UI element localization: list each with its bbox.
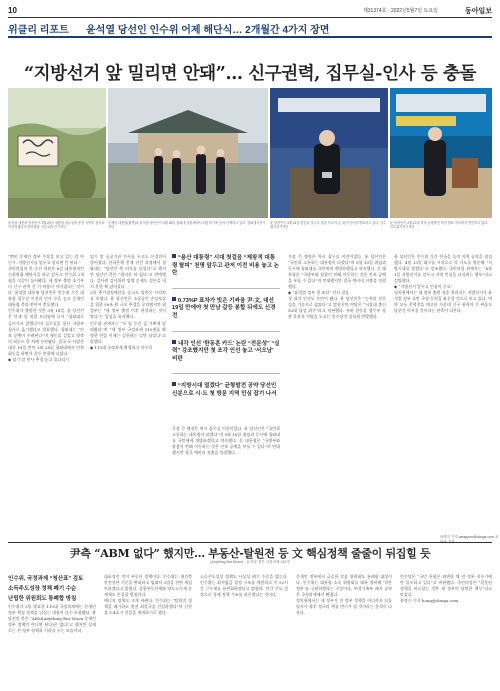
photo-4 — [390, 88, 492, 218]
key-point-text: 0.73%P 표차가 빚은 기싸움 尹-文, 대선 19일 만에야 첫 만남 갈등 봉합 뒤에도 신경전 — [172, 297, 276, 319]
key-point-3 — [172, 340, 280, 364]
second-subhead: 인수위, 국정과제 “청산표” 검토 — [8, 576, 84, 582]
photo-1 — [8, 88, 106, 218]
photo-caption-1: 윤석열 대통령 당선인이 3월 20일 대통령 집무실을 용산 국방부 청사로 이전하겠다고 발표했다. 인수위사진기자단 — [8, 221, 105, 230]
photo-caption-3: 윤 당선인이 4월 14일 한동훈 법무부 장관 후보자 등 내각 인선을 발표하고 있다. 인수위사진기자단 — [270, 221, 387, 230]
article-column-1 — [8, 254, 84, 540]
article-paragraph: 인수위 관계자는 “두 달 동안 숨 가쁘게 달려왔다”며 “새 정부 국정과제 110개를 확정한 만큼 이제는 실천하는 일만 남았다”고 말했다. — [90, 320, 166, 344]
sidebar-divider — [172, 373, 280, 374]
article-paragraph: “뻔히 문재인 정부 주장을 보고 있는 것 아닌가. 지방선거를 앞두고 밀리면 안 된다.” — [8, 254, 84, 266]
photo-caption-2: 문재인 대통령(왼쪽)과 윤석열 당선인이 3월 28일 청와대 상춘재에서 회동하기에 앞서 산책하고 있다. 청와대사진기자단 — [108, 221, 266, 230]
second-subhead: 난립한 위원회도 통폐합 방침 — [8, 596, 77, 602]
photo-2 — [108, 88, 268, 218]
article-paragraph: 첫 내각 인선도 논란이 됐다. 윤 당선인은 “능력과 전문성을 기준으로 삼았다”고 밝혔지만 야당은 “서울대 출신 50대 남성 위주”라고 비판했다. 특히 한동훈 법무부 장관 후보자 지명을 두고는 민주당이 강하게 반발했다. — [288, 296, 386, 320]
second-column-2 — [104, 574, 192, 684]
key-points-sidebar — [172, 254, 280, 424]
article-paragraph: 정치권에서는 새 정부 출범 직후 치러지는 지방선거가 윤석열 정부 초반 국정 동력을 좌우할 것으로 보고 있다. 여야 모두 총력전을 예고한 가운데 신구 권력의 기 싸움도 당분간 이어질 것이라는 관측이 나온다. — [394, 290, 492, 314]
header-rule — [8, 17, 492, 18]
article-paragraph: 윤 당선인은 인수위 기간 전국을 돌며 지역 공약을 점검했다. 4월 13일 대구를 시작으로 각 시도를 방문해 “지방시대를 열겠다”고 강조했다. 국민의힘 관계자는 “6월 1일 지방선거를 앞두고 지역 민심을 다지려는 행보”라고 설명했다. — [394, 254, 492, 284]
bullet-square-icon — [172, 340, 176, 344]
article-paragraph: 가장 큰 쟁점은 역시 집무실 이전이었다. 윤 당선인은 “국민과 소통하는 대통령이 되겠다”며 5월 10일 취임과 동시에 청와대를 국민에게 개방하겠다고 약속했다. 문 대통령은 “국방부와 합참이 연쇄 이동하는 것은 안보 공백을 부를 수 있다”며 반대했지만 결국 예비비 지출을 의결했다. — [172, 426, 280, 456]
sidebar-divider — [172, 331, 280, 332]
article-paragraph: 2차 추가경정예산을 놓고도 양측은 시각차를 보였다. 윤 당선인은 소상공인 손실보상을 위한 50조 원 규모 추경을 공약했지만 현 정부는 “새 정부 출범 이후 편성하는 것이 맞다”는 입장을 유지했다. — [90, 290, 166, 320]
second-byline: (Anything But Moon) · 윤석열 정부 국정과제 110개 — [210, 560, 290, 564]
section-rule — [8, 542, 492, 543]
article-paragraph: 정치권에서는 새 정부가 전 정부 정책을 어디까지 되돌릴지가 향후 정국의 핵심 변수가 될 것이라는 분석이 나온다. — [296, 598, 392, 616]
article-paragraph: 에너지 정책도 크게 바뀐다. 인수위는 “탈원전 정책을 폐기하고 원전 최강국을 건설하겠다”며 신한울 3·4호기 건설을 재개하기로 했다. — [104, 598, 192, 616]
second-column-5 — [400, 574, 492, 684]
article-column-5 — [394, 254, 492, 540]
bullet-square-icon — [172, 254, 176, 258]
report-label: 위클리 리포트 — [8, 25, 69, 36]
article-column-2 — [90, 254, 166, 540]
photo-caption-4: 윤 당선인이 4월 13일 지역 균형발전 비전 발표 자리에서 발언하고 있다. 인수위사진기자단 — [390, 221, 489, 230]
article-paragraph: 가장 큰 쟁점은 역시 집무실 이전이었다. 윤 당선인은 “국민과 소통하는 대통령이 되겠다”며 5월 10일 취임과 동시에 청와대를 국민에게 개방하겠다고 약속했다. 문 대통령은 “국방부와 합참이 연쇄 이동하는 것은 안보 공백을 부를 수 있다”며 반대했지만 결국 예비비 지출을 의결했다. — [288, 254, 386, 290]
banner-subtitle: 윤석열 당선인 인수위 어제 해단식… 2개월간 4가지 장면 — [86, 25, 330, 36]
key-point-2 — [172, 297, 280, 321]
key-point-1 — [172, 254, 280, 278]
article-paragraph: 소득주도성장 정책도 사실상 폐기 수순을 밟는다. 인수위는 최저임금 결정 구조를 개편하고 주 52시간 근무제를 유연화하겠다고 밝혔다. 민간 주도 성장으로 경제 정책 기조를 바꾸겠다는 것이다. — [200, 574, 288, 598]
main-article — [8, 254, 492, 544]
photo-3 — [270, 88, 388, 218]
top-header — [8, 6, 492, 16]
article-byline: 문병기 기자 weappon@donga.com 조 — [440, 535, 499, 539]
article-paragraph: ◆ “지방선거 앞두고 민심이 중요” — [394, 284, 453, 290]
article-paragraph: 대표적인 것이 부동산 정책이다. 인수위는 재건축 안전진단 기준을 완화하고 임대차 3법을 전면 재검토하겠다고 밝혔다. 종합부동산세와 양도소득세 등 세제도 손질할 방침이다. — [104, 574, 192, 598]
article-paragraph: 홍정수 기자 hong@donga.com — [400, 598, 459, 604]
article-paragraph: 민주당은 “국민 통합은 외면한 채 전 정부 지우기에만 몰두하고 있다”고 비판했다. 국민의힘은 “잘못된 정책을 바로잡는 것은 새 정부의 당연한 책무”라고 맞섰다. — [400, 574, 492, 598]
article-paragraph: ◆ 110대 국정과제 확정하고 마무리 — [90, 344, 153, 350]
second-column-4 — [296, 574, 392, 684]
article-column-3 — [172, 426, 280, 540]
article-paragraph: ◆ “윤석열 정부 첫 조각” 인사 잡음 — [288, 290, 350, 296]
key-point-text: “용산 대통령” 시대 첫걸음 “제왕적 대통령 탈피” 천명 앞두고 관저 이전 비용 놓고 논란 — [172, 255, 280, 277]
article-paragraph: 임기 말 공공기관 인사를 두고도 신경전이 벌어졌다. 한국은행 총재 인선 과정에서 청와대는 “당선인 측 의사를 물었다”고 했지만 당선인 측은 “협의한 바 없다”고 반박했다. 감사원 감사위원 임명 문제도 결론을 내지 못한 채 넘어갔다. — [90, 254, 166, 290]
article-paragraph: ◆ 임기 말 인사·추경 놓고 줄다리기 — [8, 356, 69, 362]
bullet-square-icon — [172, 297, 176, 301]
article-paragraph: 인수위가 3일 발표한 110대 국정과제에는 문재인 정부 핵심 정책을 뒤집는 내용이 다수 포함됐다. 윤 당선인 측은 “ABM(Anything But Moon·문재인 정부 정책만 아니면 된다)은 없다”고 했지만 실제로는 전 정부 정책과 거리를 두는 모습이다. — [8, 604, 96, 634]
sidebar-divider — [172, 288, 280, 289]
second-headline: 尹측 “ABM 없다” 했지만… 부동산-탈원전 등 文 핵심정책 줄줄이 뒤집힐 듯 — [69, 547, 431, 560]
section-banner — [8, 20, 492, 34]
key-point-text: “지방시대 열겠다” 균형발전 공약 당선인 신분으로 시·도 첫 방문 지역 민심 잡기 나서 — [172, 383, 277, 397]
issue-info: 제31374호 · 2022년5월7일 토요일 — [362, 8, 438, 14]
bullet-square-icon — [172, 382, 176, 386]
article-paragraph: 국민의힘의 한 중진 의원은 6일 대통령직인수위원회 해단식을 하루 앞두고 인수위 2개월을 이같이 돌아봤다. 새 정부 출범 초기부터 신구 권력 간 기 싸움이 이어졌다는 것이다. 윤석열 대통령 당선인은 인수위 기간 대통령 집무실 이전과 인사 등을 놓고 문재인 대통령 측과 연이어 충돌했다. — [8, 266, 84, 308]
second-subhead: 소득주도성장 정책 폐기 수순 — [8, 586, 77, 592]
page-number: 10 — [8, 6, 17, 15]
banner-rule — [8, 36, 492, 38]
second-article — [8, 574, 492, 686]
article-paragraph: 인수위가 출범한 것은 3월 18일. 윤 당선인은 닷새 뒤 직접 브리핑에 나서 “청와대로 들어가지 않겠다”며 집무실을 용산 국방부 청사로 옮기겠다고 발표했다. 청와대는 “안보 공백이 우려된다”며 제동을 걸었고 양측의 회동도 한 차례 무산됐다. 결국 두 사람은 대선 19일 만인 3월 28일 청와대에서 만찬 회동을 하면서 갈등 봉합에 나섰다. — [8, 308, 84, 356]
newspaper-name: 동아일보 — [464, 8, 492, 15]
key-point-4 — [172, 382, 280, 398]
article-column-4 — [288, 254, 386, 540]
key-point-text: 내각 인선 ‘한동훈 카드’ 논란 “전문성” “실력” 강조했지만 첫 조각 인선 놓고 ‘서오남’ 비판 — [172, 340, 280, 362]
main-headline: “지방선거 앞 밀리면 안돼”… 신구권력, 집무실-인사 등 충돌 — [24, 64, 476, 84]
photo-strip — [8, 88, 492, 246]
article-paragraph: 문재인 정부에서 급증한 각종 위원회도 통폐합 대상이다. 인수위는 대통령 소속 위원회를 대폭 정비해 ‘작은 정부’를 구현하겠다는 구상이다. 여성가족부 폐지 공약은 국정과제에서 빠졌다. — [296, 574, 392, 598]
second-column-3 — [200, 574, 288, 684]
second-column-1 — [8, 574, 96, 684]
